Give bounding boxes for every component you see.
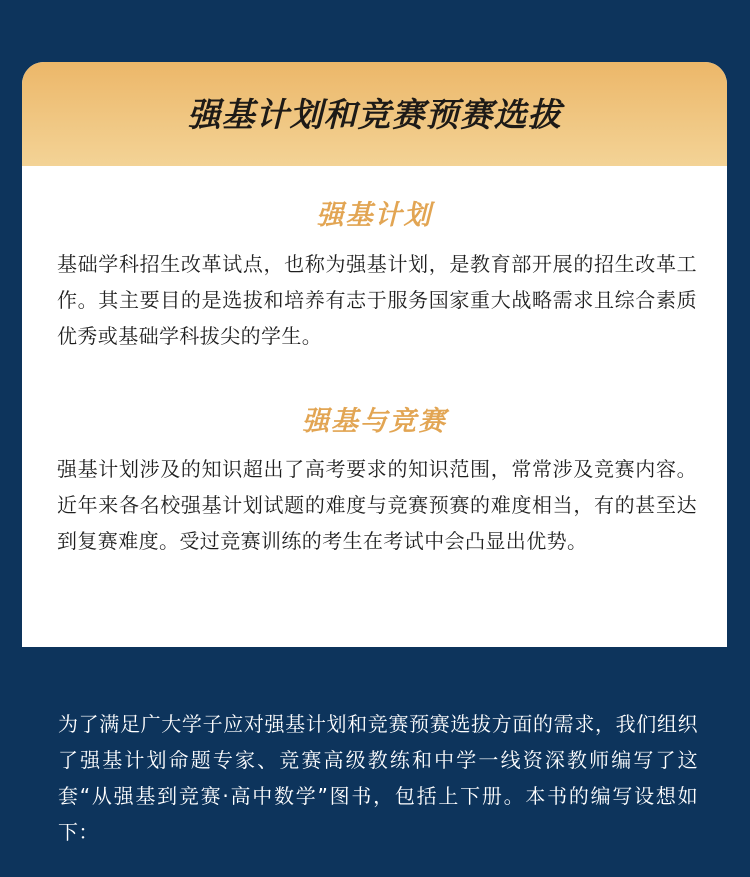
intro-paragraph: 为了满足广大学子应对强基计划和竞赛预赛选拔方面的需求，我们组织了强基计划命题专家、竞赛高级教练和中学一线资深教师编写了这套“从强基到竞赛·高中数学”图书，包括上下册。本书的编写设想如下： [58,712,698,844]
section-title-qiangji: 强基计划 [316,200,433,231]
info-card [22,62,727,647]
section-text-qiangji-jingsai: 强基计划涉及的知识超出了高考要求的知识范围，常常涉及竞赛内容。近年来各名校强基计划试题的难度与竞赛预赛的难度相当，有的甚至达到复赛难度。受过竞赛训练的考生在考试中会凸显出优势。 [57,457,697,553]
section-title-qiangji-jingsai: 强基与竞赛 [302,406,447,437]
card-title: 强基计划和竞赛预赛选拔 [187,94,562,134]
card-header [22,62,727,166]
section-text-qiangji: 基础学科招生改革试点，也称为强基计划，是教育部开展的招生改革工作。其主要目的是选拔和培养有志于服务国家重大战略需求且综合素质优秀或基础学科拔尖的学生。 [57,252,697,348]
